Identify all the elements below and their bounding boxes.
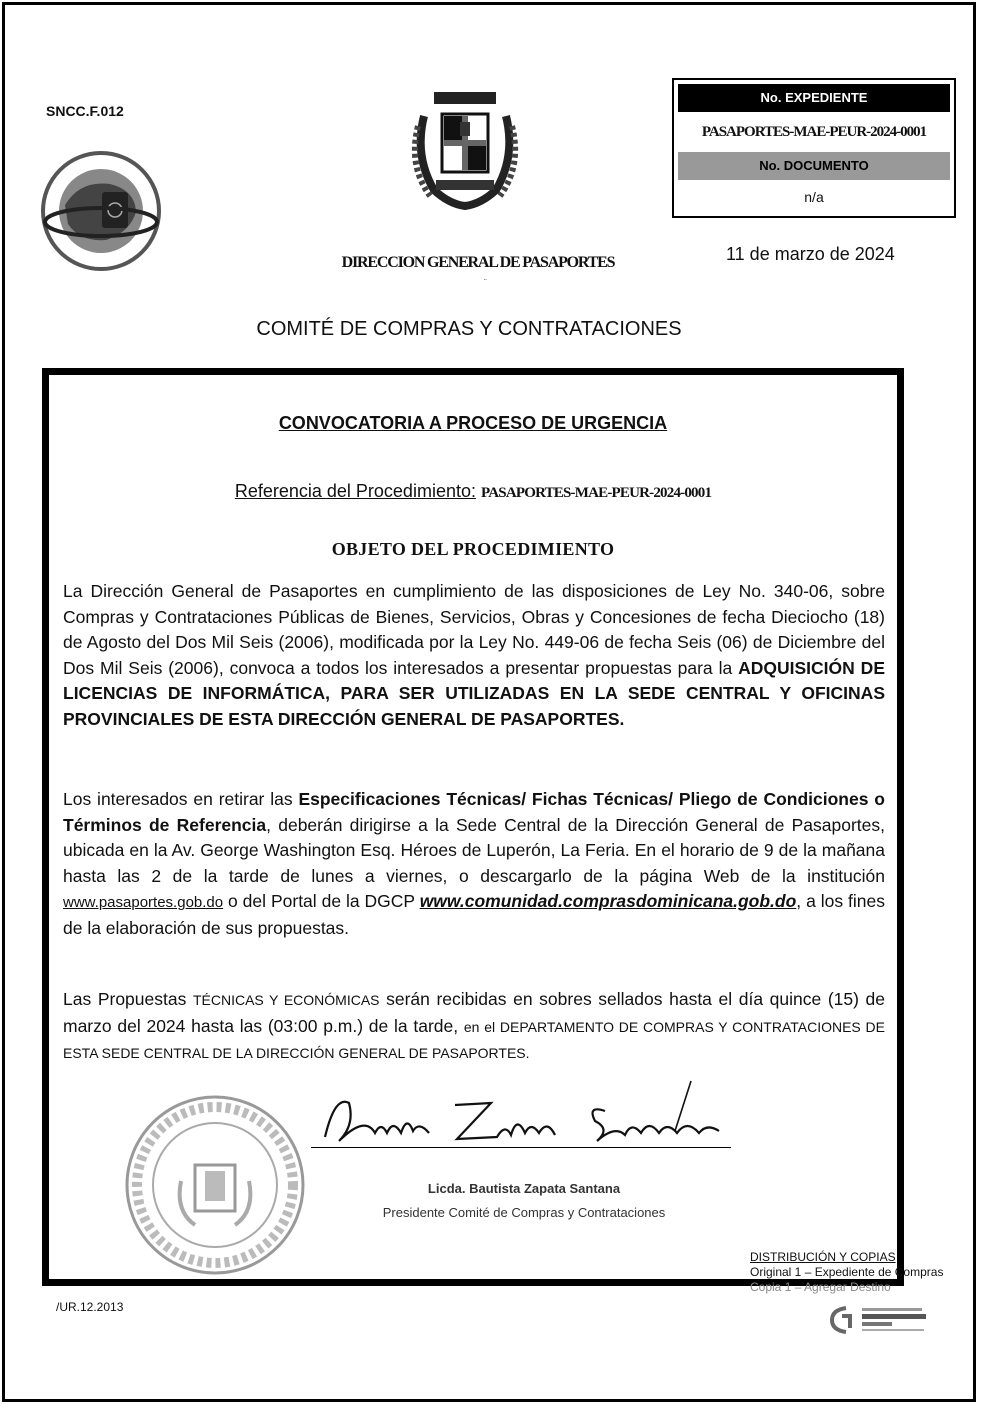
p2-bold: Especificaciones Técnicas/ Fichas Técnicas/ Pliego de Condiciones o Términos de Referencia (63, 789, 885, 835)
reference-label: Referencia del Procedimiento: (234, 481, 476, 501)
expediente-label: No. EXPEDIENTE (678, 84, 950, 112)
dgcp-portal-link[interactable]: www.comunidad.comprasdominicana.gob.do (419, 891, 797, 911)
coat-of-arms (404, 86, 526, 210)
agency-subtext: ¨ (484, 278, 487, 287)
p1-bold: ADQUISICIÓN DE LICENCIAS DE INFORMÁTICA, PARA SER UTILIZADAS EN LA SEDE CENTRAL Y OFICINAS PROVINCIALES DE ESTA DIRECCIÓN GENERAL DE PASAPORTES. (63, 657, 885, 729)
p2-text-c: o del Portal de la DGCP (223, 891, 420, 911)
signer-title: Presidente Comité de Compras y Contrataciones (382, 1205, 666, 1220)
signature-line (311, 1147, 731, 1148)
distribution-copy: Copia 1 – Agregar Destino (750, 1280, 891, 1294)
paragraph-object (63, 579, 885, 732)
object-title: OBJETO DEL PROCEDIMIENTO (331, 539, 615, 559)
distribution-original: Original 1 – Expediente de Compras (750, 1265, 944, 1279)
paragraph-specs (63, 787, 885, 941)
p3-text-b: serán recibidas en sobres sellados hasta el día quince (15) de marzo del 2024 hasta las (03:00 p.m.) de la tarde, (63, 989, 886, 1036)
distribution-block (750, 1250, 980, 1295)
institution-link[interactable]: www.pasaportes.gob.do (63, 894, 224, 911)
p3-small-2: en el DEPARTAMENTO DE COMPRAS Y CONTRATACIONES DE ESTA SEDE CENTRAL DE LA DIRECCIÓN GENERAL DE PASAPORTES. (63, 1018, 885, 1061)
expediente-value: PASAPORTES-MAE-PEUR-2024-0001 (701, 124, 927, 140)
passports-logo (40, 150, 162, 272)
p2-text-d: , a los fines de la elaboración de sus propuestas. (63, 891, 885, 938)
distribution-title: DISTRIBUCIÓN Y COPIAS (750, 1250, 896, 1264)
document-date: 11 de marzo de 2024 (726, 244, 895, 264)
p1-text: La Dirección General de Pasaportes en cumplimiento de las disposiciones de Ley No. 340-06, sobre Compras y Contrataciones Públicas de Bienes, Servicios, Obras y Concesiones de fecha Dieciocho (18) de Agosto del Dos Mil Seis (2006), modificada por la Ley No. 449-06 de fecha Seis (06) de Diciembre del Dos Mil Seis (2006), convoca a todos los interesados a presentar propuestas para la (63, 581, 885, 678)
signer-name: Licda. Bautista Zapata Santana (427, 1181, 621, 1196)
official-stamp (121, 1091, 309, 1279)
committee-title: COMITÉ DE COMPRAS Y CONTRATACIONES (256, 318, 682, 340)
agency-name: DIRECCION GENERAL DE PASAPORTES (341, 254, 615, 271)
dgcp-logo (828, 1302, 932, 1336)
expediente-box (672, 78, 956, 218)
documento-value: n/a (804, 189, 824, 205)
paragraph-proposals (63, 987, 885, 1067)
notice-title: CONVOCATORIA A PROCESO DE URGENCIA (278, 413, 668, 433)
p3-small-1: TÉCNICAS Y ECONÓMICAS (192, 992, 380, 1008)
documento-label: No. DOCUMENTO (678, 152, 950, 180)
p3-text-a: Las Propuestas (63, 989, 193, 1009)
p2-text-a: Los interesados en retirar las (63, 789, 299, 809)
p2-text-b: , deberán dirigirse a la Sede Central de la Dirección General de Pasaportes, ubicada en la Av. George Washington Esq. Héroes de Luperón, La Feria. En el horario de 9 de la mañana hasta las 2 de la tarde de lunes a viernes, o descargarlo de la página Web de la institución (63, 814, 885, 886)
procedure-reference (49, 481, 897, 502)
form-code: SNCC.F.012 (46, 103, 124, 119)
footer-code: /UR.12.2013 (56, 1300, 124, 1314)
notice-box (42, 368, 904, 1286)
reference-value: PASAPORTES-MAE-PEUR-2024-0001 (481, 485, 712, 501)
